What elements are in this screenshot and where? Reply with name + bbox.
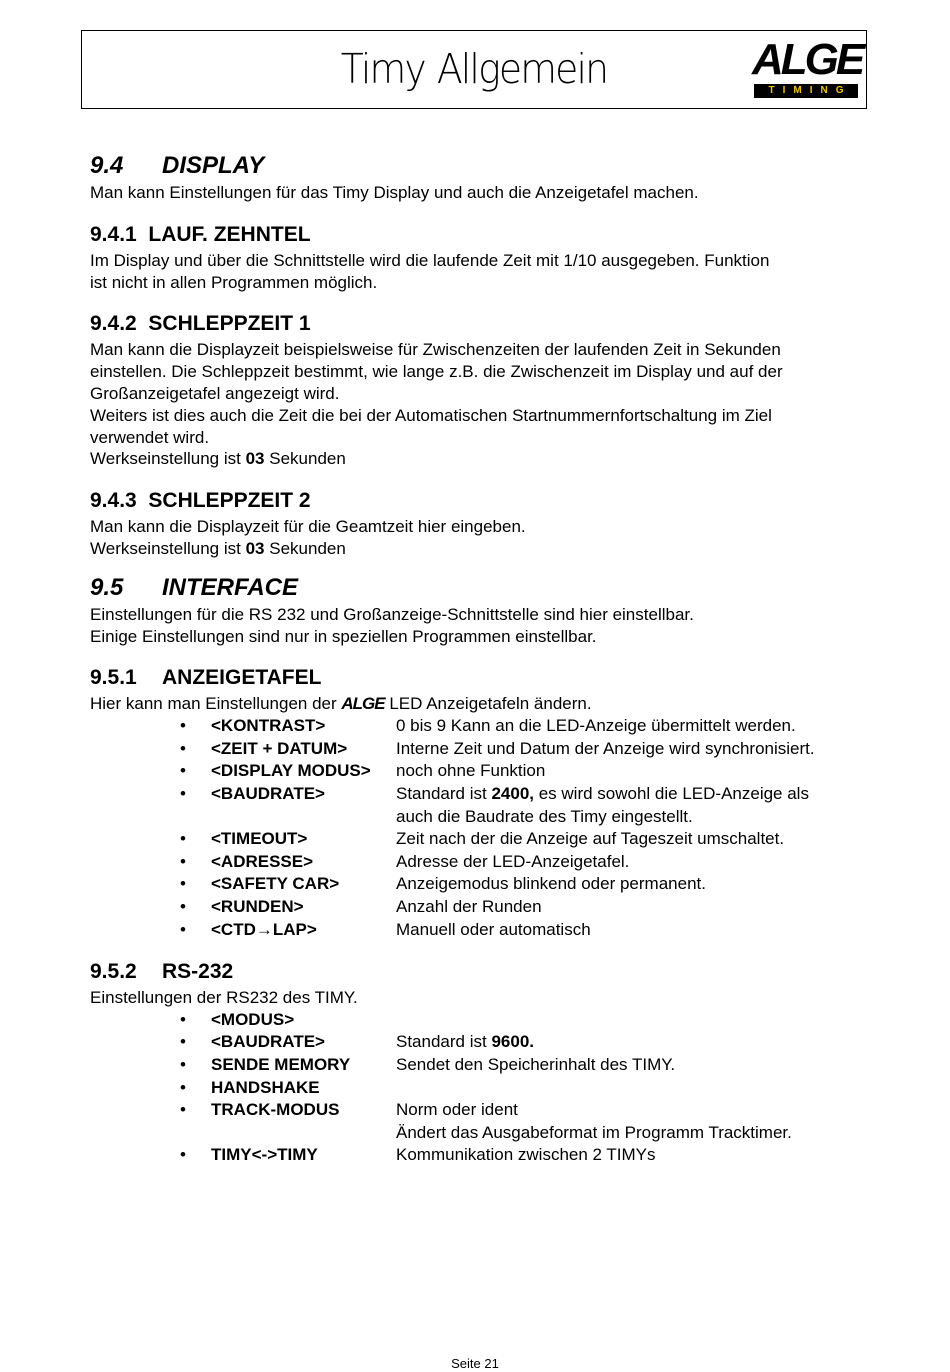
item-term: <BAUDRATE>	[211, 1032, 325, 1052]
list-item	[90, 828, 880, 851]
section-number: 9.4.1	[90, 222, 137, 246]
item-term: SENDE MEMORY	[211, 1055, 351, 1075]
section-number: 9.5.1	[90, 666, 137, 690]
item-term: TIMY<->TIMY	[211, 1145, 318, 1165]
list-item	[90, 1031, 880, 1054]
bullet-icon: •	[180, 1077, 186, 1097]
default-setting	[90, 538, 880, 560]
section-title: RS-232	[162, 960, 234, 984]
list-item	[90, 873, 880, 896]
paragraph-line	[90, 693, 880, 715]
item-term: TRACK-MODUS	[211, 1100, 340, 1120]
alge-inline-logo: ALGE	[341, 694, 385, 714]
item-desc: Manuell oder automatisch	[396, 919, 591, 939]
anzeigetafel-list	[90, 715, 880, 941]
section-title: SCHLEPPZEIT 2	[148, 489, 311, 513]
default-value: 03	[245, 538, 265, 558]
list-item	[90, 896, 880, 919]
list-item	[90, 919, 880, 942]
default-prefix: Werkseinstellung ist	[90, 449, 246, 469]
item-term: <CTD→LAP>	[211, 919, 317, 939]
bullet-icon: •	[180, 738, 186, 758]
bullet-icon: •	[180, 829, 186, 849]
section-heading-9-4-1	[90, 220, 880, 250]
default-value: 03	[245, 449, 265, 469]
list-item	[90, 1009, 880, 1032]
paragraph-line: Einstellungen der RS232 des TIMY.	[90, 988, 358, 1008]
section-heading-9-5-2	[90, 957, 880, 987]
paragraph-line: Einstellungen für die RS 232 und Großanzeige-Schnittstelle sind hier einstellbar.	[90, 604, 694, 624]
item-desc-line2: Ändert das Ausgabeformat im Programm Tracktimer.	[396, 1122, 792, 1142]
bullet-icon: •	[180, 896, 186, 916]
section-number: 9.5	[90, 573, 124, 601]
section-title: ANZEIGETAFEL	[162, 666, 322, 690]
default-suffix: Sekunden	[264, 538, 346, 558]
desc-prefix: Standard ist	[396, 1032, 492, 1052]
item-desc: noch ohne Funktion	[396, 761, 546, 781]
section-heading-9-5	[90, 572, 880, 604]
item-desc: Kommunikation zwischen 2 TIMYs	[396, 1145, 656, 1165]
bullet-icon: •	[180, 1009, 186, 1029]
item-desc: Adresse der LED-Anzeigetafel.	[396, 851, 630, 871]
bullet-icon: •	[180, 783, 186, 803]
bullet-icon: •	[180, 716, 186, 736]
alge-logo	[752, 35, 863, 101]
item-term: <KONTRAST>	[211, 716, 326, 736]
list-item	[90, 1054, 880, 1077]
paragraph-line: Im Display und über die Schnittstelle wird die laufende Zeit mit 1/10 ausgegeben. Funktion	[90, 250, 770, 270]
section-heading-9-4-2	[90, 309, 880, 339]
intro-prefix: Hier kann man Einstellungen der	[90, 694, 342, 714]
paragraph-line: Weiters ist dies auch die Zeit die bei der Automatischen Startnummernfortschaltung im Ziel	[90, 405, 772, 425]
section-heading-9-4-3	[90, 486, 880, 516]
bullet-icon: •	[180, 1032, 186, 1052]
list-item	[90, 783, 880, 828]
item-desc: Anzahl der Runden	[396, 896, 542, 916]
item-term: <BAUDRATE>	[211, 783, 325, 803]
list-item	[90, 738, 880, 761]
section-number: 9.4.2	[90, 312, 137, 336]
item-desc: Sendet den Speicherinhalt des TIMY.	[396, 1055, 676, 1075]
default-setting	[90, 448, 880, 470]
bullet-icon: •	[180, 851, 186, 871]
intro-suffix: LED Anzeigetafeln ändern.	[384, 694, 592, 714]
item-desc	[396, 1009, 880, 1032]
list-item	[90, 851, 880, 874]
item-term: <ZEIT + DATUM>	[211, 738, 348, 758]
section-title: LAUF. ZEHNTEL	[148, 222, 311, 246]
bullet-icon: •	[180, 761, 186, 781]
paragraph-line: verwendet wird.	[90, 427, 210, 447]
item-term: <TIMEOUT>	[211, 829, 308, 849]
section-title: DISPLAY	[162, 152, 265, 179]
page-content	[90, 150, 880, 1167]
default-suffix: Sekunden	[264, 449, 346, 469]
desc-bold: 2400,	[491, 783, 534, 803]
bullet-icon: •	[180, 919, 186, 939]
logo-word: ALGE	[752, 35, 863, 84]
paragraph-line: ist nicht in allen Programmen möglich.	[90, 272, 378, 292]
item-desc: Zeit nach der die Anzeige auf Tageszeit umschaltet.	[396, 829, 785, 849]
item-desc	[396, 783, 880, 806]
list-item	[90, 1144, 880, 1167]
section-heading-9-5-1	[90, 663, 880, 693]
item-desc-line2: auch die Baudrate des Timy eingestellt.	[396, 806, 693, 826]
section-title: SCHLEPPZEIT 1	[148, 312, 311, 336]
section-number: 9.5.2	[90, 960, 137, 984]
paragraph-line: Man kann die Displayzeit beispielsweise für Zwischenzeiten der laufenden Zeit in Sekunden	[90, 340, 781, 360]
default-prefix: Werkseinstellung ist	[90, 538, 246, 558]
item-desc: Norm oder ident	[396, 1100, 518, 1120]
paragraph-line: Einige Einstellungen sind nur in speziellen Programmen einstellbar.	[90, 626, 597, 646]
list-item	[90, 760, 880, 783]
item-desc	[396, 1031, 880, 1054]
item-term: <RUNDEN>	[211, 896, 304, 916]
list-item	[90, 1099, 880, 1144]
item-desc: Interne Zeit und Datum der Anzeige wird synchronisiert.	[396, 738, 815, 758]
section-number: 9.4.3	[90, 489, 137, 513]
page-footer: Seite 21	[451, 1356, 499, 1371]
header-title: Timy Allgemein	[340, 45, 608, 93]
item-term: <SAFETY CAR>	[211, 874, 340, 894]
list-item	[90, 715, 880, 738]
paragraph: Man kann Einstellungen für das Timy Display und auch die Anzeigetafel machen.	[90, 183, 699, 202]
paragraph-line: Großanzeigetafel angezeigt wird.	[90, 383, 340, 403]
logo-subtext: TIMING	[754, 84, 858, 98]
list-item	[90, 1077, 880, 1100]
section-number: 9.4	[90, 152, 124, 179]
paragraph-line: einstellen. Die Schleppzeit bestimmt, wie lange z.B. die Zwischenzeit im Display und auf der	[90, 362, 783, 382]
bullet-icon: •	[180, 1055, 186, 1075]
item-desc: Anzeigemodus blinkend oder permanent.	[396, 874, 706, 894]
item-desc	[396, 1077, 880, 1100]
item-term: <MODUS>	[211, 1009, 295, 1029]
section-title: INTERFACE	[162, 573, 299, 601]
page-header	[81, 30, 867, 109]
desc-prefix: Standard ist	[396, 783, 492, 803]
item-term: <DISPLAY MODUS>	[211, 761, 371, 781]
section-heading-9-4	[90, 150, 880, 182]
paragraph-line: Man kann die Displayzeit für die Geamtzeit hier eingeben.	[90, 517, 526, 537]
item-term: <ADRESSE>	[211, 851, 314, 871]
desc-bold: 9600.	[491, 1032, 534, 1052]
bullet-icon: •	[180, 1100, 186, 1120]
bullet-icon: •	[180, 1145, 186, 1165]
desc-suffix: es wird sowohl die LED-Anzeige als	[534, 783, 809, 803]
rs232-list	[90, 1009, 880, 1167]
item-desc: 0 bis 9 Kann an die LED-Anzeige übermittelt werden.	[396, 716, 796, 736]
bullet-icon: •	[180, 874, 186, 894]
item-term: HANDSHAKE	[211, 1077, 320, 1097]
